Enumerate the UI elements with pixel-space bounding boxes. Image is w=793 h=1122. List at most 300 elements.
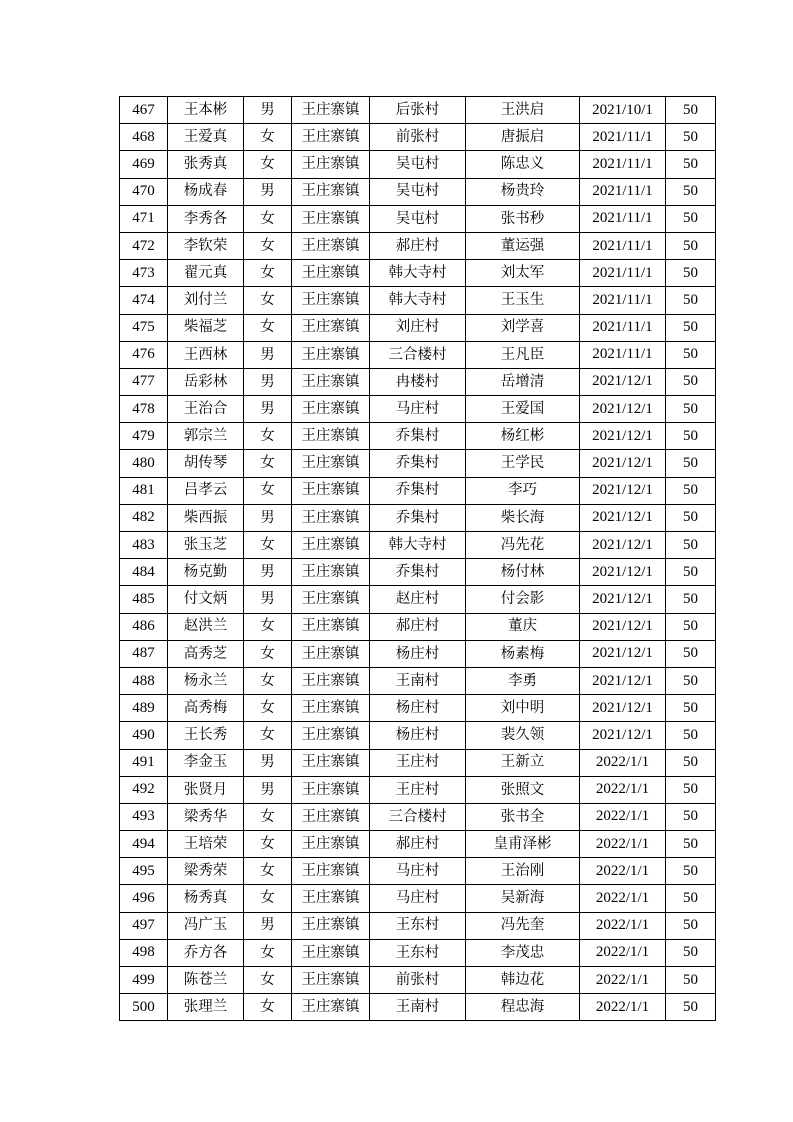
table-row [120,532,716,559]
village-cell: 三合楼村 [370,803,466,830]
village-cell: 郝庄村 [370,831,466,858]
date-cell: 2021/12/1 [580,586,666,613]
town-cell: 王庄寨镇 [292,341,370,368]
gender-cell: 男 [244,776,292,803]
name-cell: 王西林 [168,341,244,368]
name-cell: 胡传琴 [168,450,244,477]
amount-cell: 50 [666,151,716,178]
village-cell: 乔集村 [370,477,466,504]
gender-cell: 女 [244,205,292,232]
date-cell: 2022/1/1 [580,967,666,994]
gender-cell: 女 [244,667,292,694]
village-cell: 马庄村 [370,396,466,423]
village-cell: 王庄村 [370,776,466,803]
name-cell: 王治合 [168,396,244,423]
index-cell: 493 [120,803,168,830]
name-cell: 杨永兰 [168,667,244,694]
name-cell: 高秀梅 [168,695,244,722]
index-cell: 467 [120,97,168,124]
gender-cell: 男 [244,178,292,205]
index-cell: 491 [120,749,168,776]
table-row [120,885,716,912]
contact-cell: 刘学喜 [466,314,580,341]
table-row [120,722,716,749]
date-cell: 2021/11/1 [580,341,666,368]
amount-cell: 50 [666,396,716,423]
name-cell: 张玉芝 [168,532,244,559]
table-row [120,287,716,314]
town-cell: 王庄寨镇 [292,994,370,1021]
village-cell: 吴屯村 [370,205,466,232]
village-cell: 乔集村 [370,504,466,531]
amount-cell: 50 [666,178,716,205]
contact-cell: 杨红彬 [466,423,580,450]
town-cell: 王庄寨镇 [292,232,370,259]
amount-cell: 50 [666,613,716,640]
contact-cell: 岳增清 [466,368,580,395]
gender-cell: 女 [244,939,292,966]
village-cell: 杨庄村 [370,722,466,749]
village-cell: 韩大寺村 [370,260,466,287]
town-cell: 王庄寨镇 [292,314,370,341]
village-cell: 刘庄村 [370,314,466,341]
contact-cell: 王洪启 [466,97,580,124]
village-cell: 郝庄村 [370,232,466,259]
date-cell: 2022/1/1 [580,749,666,776]
date-cell: 2022/1/1 [580,803,666,830]
index-cell: 470 [120,178,168,205]
town-cell: 王庄寨镇 [292,695,370,722]
contact-cell: 韩边花 [466,967,580,994]
town-cell: 王庄寨镇 [292,749,370,776]
amount-cell: 50 [666,368,716,395]
contact-cell: 唐振启 [466,124,580,151]
village-cell: 冉楼村 [370,368,466,395]
index-cell: 482 [120,504,168,531]
index-cell: 497 [120,912,168,939]
amount-cell: 50 [666,341,716,368]
village-cell: 杨庄村 [370,695,466,722]
index-cell: 475 [120,314,168,341]
gender-cell: 女 [244,151,292,178]
date-cell: 2021/11/1 [580,260,666,287]
amount-cell: 50 [666,504,716,531]
name-cell: 柴西振 [168,504,244,531]
table-row [120,559,716,586]
town-cell: 王庄寨镇 [292,423,370,450]
contact-cell: 王治刚 [466,858,580,885]
gender-cell: 男 [244,396,292,423]
date-cell: 2021/12/1 [580,396,666,423]
roster-table [119,96,716,1021]
index-cell: 474 [120,287,168,314]
index-cell: 484 [120,559,168,586]
town-cell: 王庄寨镇 [292,368,370,395]
name-cell: 赵洪兰 [168,613,244,640]
contact-cell: 冯先花 [466,532,580,559]
table-row [120,314,716,341]
village-cell: 王庄村 [370,749,466,776]
town-cell: 王庄寨镇 [292,532,370,559]
index-cell: 498 [120,939,168,966]
amount-cell: 50 [666,287,716,314]
contact-cell: 王玉生 [466,287,580,314]
town-cell: 王庄寨镇 [292,967,370,994]
contact-cell: 付会影 [466,586,580,613]
gender-cell: 男 [244,559,292,586]
contact-cell: 王凡臣 [466,341,580,368]
date-cell: 2021/11/1 [580,205,666,232]
gender-cell: 男 [244,368,292,395]
name-cell: 王爱真 [168,124,244,151]
date-cell: 2022/1/1 [580,858,666,885]
contact-cell: 张照文 [466,776,580,803]
village-cell: 赵庄村 [370,586,466,613]
amount-cell: 50 [666,423,716,450]
index-cell: 479 [120,423,168,450]
amount-cell: 50 [666,97,716,124]
index-cell: 481 [120,477,168,504]
index-cell: 480 [120,450,168,477]
amount-cell: 50 [666,749,716,776]
amount-cell: 50 [666,722,716,749]
contact-cell: 刘太军 [466,260,580,287]
date-cell: 2021/12/1 [580,477,666,504]
table-row [120,667,716,694]
table-row [120,640,716,667]
contact-cell: 刘中明 [466,695,580,722]
town-cell: 王庄寨镇 [292,722,370,749]
gender-cell: 女 [244,722,292,749]
gender-cell: 男 [244,749,292,776]
amount-cell: 50 [666,559,716,586]
table-row [120,613,716,640]
gender-cell: 女 [244,803,292,830]
table-row [120,803,716,830]
name-cell: 杨克勤 [168,559,244,586]
contact-cell: 裴久领 [466,722,580,749]
village-cell: 马庄村 [370,885,466,912]
index-cell: 490 [120,722,168,749]
table-row [120,124,716,151]
name-cell: 冯广玉 [168,912,244,939]
date-cell: 2021/12/1 [580,722,666,749]
date-cell: 2022/1/1 [580,912,666,939]
index-cell: 485 [120,586,168,613]
amount-cell: 50 [666,260,716,287]
amount-cell: 50 [666,858,716,885]
village-cell: 王东村 [370,912,466,939]
name-cell: 吕孝云 [168,477,244,504]
amount-cell: 50 [666,314,716,341]
contact-cell: 李巧 [466,477,580,504]
contact-cell: 冯先奎 [466,912,580,939]
village-cell: 乔集村 [370,450,466,477]
amount-cell: 50 [666,205,716,232]
gender-cell: 男 [244,586,292,613]
name-cell: 翟元真 [168,260,244,287]
name-cell: 郭宗兰 [168,423,244,450]
contact-cell: 王爱国 [466,396,580,423]
village-cell: 吴屯村 [370,151,466,178]
gender-cell: 男 [244,341,292,368]
date-cell: 2021/12/1 [580,613,666,640]
village-cell: 韩大寺村 [370,532,466,559]
gender-cell: 女 [244,124,292,151]
amount-cell: 50 [666,912,716,939]
date-cell: 2021/11/1 [580,314,666,341]
amount-cell: 50 [666,232,716,259]
amount-cell: 50 [666,477,716,504]
date-cell: 2021/11/1 [580,151,666,178]
gender-cell: 女 [244,613,292,640]
town-cell: 王庄寨镇 [292,450,370,477]
date-cell: 2022/1/1 [580,885,666,912]
gender-cell: 女 [244,532,292,559]
gender-cell: 女 [244,287,292,314]
table-row [120,205,716,232]
town-cell: 王庄寨镇 [292,613,370,640]
village-cell: 王南村 [370,994,466,1021]
amount-cell: 50 [666,586,716,613]
name-cell: 杨成春 [168,178,244,205]
village-cell: 前张村 [370,124,466,151]
name-cell: 王培荣 [168,831,244,858]
index-cell: 478 [120,396,168,423]
gender-cell: 女 [244,423,292,450]
index-cell: 492 [120,776,168,803]
index-cell: 495 [120,858,168,885]
town-cell: 王庄寨镇 [292,504,370,531]
village-cell: 前张村 [370,967,466,994]
name-cell: 梁秀荣 [168,858,244,885]
amount-cell: 50 [666,967,716,994]
index-cell: 489 [120,695,168,722]
date-cell: 2021/12/1 [580,667,666,694]
name-cell: 李秀各 [168,205,244,232]
index-cell: 494 [120,831,168,858]
table-row [120,97,716,124]
gender-cell: 女 [244,314,292,341]
date-cell: 2021/12/1 [580,368,666,395]
date-cell: 2021/12/1 [580,450,666,477]
table-row [120,232,716,259]
table-row [120,423,716,450]
table-row [120,368,716,395]
contact-cell: 李茂忠 [466,939,580,966]
town-cell: 王庄寨镇 [292,831,370,858]
contact-cell: 吴新海 [466,885,580,912]
gender-cell: 女 [244,967,292,994]
town-cell: 王庄寨镇 [292,260,370,287]
amount-cell: 50 [666,695,716,722]
gender-cell: 女 [244,695,292,722]
index-cell: 488 [120,667,168,694]
amount-cell: 50 [666,776,716,803]
index-cell: 472 [120,232,168,259]
name-cell: 王本彬 [168,97,244,124]
contact-cell: 王学民 [466,450,580,477]
village-cell: 乔集村 [370,559,466,586]
date-cell: 2021/11/1 [580,178,666,205]
gender-cell: 女 [244,477,292,504]
index-cell: 499 [120,967,168,994]
contact-cell: 张书秒 [466,205,580,232]
date-cell: 2021/12/1 [580,640,666,667]
amount-cell: 50 [666,667,716,694]
table-row [120,260,716,287]
village-cell: 杨庄村 [370,640,466,667]
contact-cell: 杨素梅 [466,640,580,667]
village-cell: 韩大寺村 [370,287,466,314]
village-cell: 郝庄村 [370,613,466,640]
amount-cell: 50 [666,803,716,830]
name-cell: 张理兰 [168,994,244,1021]
index-cell: 468 [120,124,168,151]
date-cell: 2021/12/1 [580,423,666,450]
town-cell: 王庄寨镇 [292,667,370,694]
date-cell: 2021/11/1 [580,124,666,151]
table-row [120,477,716,504]
contact-cell: 程忠海 [466,994,580,1021]
town-cell: 王庄寨镇 [292,477,370,504]
table-row [120,912,716,939]
town-cell: 王庄寨镇 [292,939,370,966]
gender-cell: 女 [244,260,292,287]
date-cell: 2021/12/1 [580,532,666,559]
name-cell: 梁秀华 [168,803,244,830]
table-row [120,695,716,722]
contact-cell: 董庆 [466,613,580,640]
table-row [120,939,716,966]
name-cell: 刘付兰 [168,287,244,314]
roster-body [120,97,716,1021]
amount-cell: 50 [666,450,716,477]
town-cell: 王庄寨镇 [292,586,370,613]
town-cell: 王庄寨镇 [292,124,370,151]
town-cell: 王庄寨镇 [292,151,370,178]
town-cell: 王庄寨镇 [292,640,370,667]
date-cell: 2021/12/1 [580,559,666,586]
table-row [120,776,716,803]
table-row [120,151,716,178]
date-cell: 2022/1/1 [580,776,666,803]
amount-cell: 50 [666,885,716,912]
town-cell: 王庄寨镇 [292,287,370,314]
contact-cell: 柴长海 [466,504,580,531]
table-row [120,749,716,776]
town-cell: 王庄寨镇 [292,97,370,124]
date-cell: 2021/10/1 [580,97,666,124]
table-row [120,967,716,994]
table-row [120,994,716,1021]
town-cell: 王庄寨镇 [292,178,370,205]
town-cell: 王庄寨镇 [292,776,370,803]
village-cell: 乔集村 [370,423,466,450]
town-cell: 王庄寨镇 [292,396,370,423]
name-cell: 杨秀真 [168,885,244,912]
contact-cell: 杨贵玲 [466,178,580,205]
name-cell: 李金玉 [168,749,244,776]
index-cell: 483 [120,532,168,559]
gender-cell: 男 [244,504,292,531]
table-row [120,178,716,205]
name-cell: 张贤月 [168,776,244,803]
index-cell: 500 [120,994,168,1021]
table-row [120,858,716,885]
index-cell: 487 [120,640,168,667]
amount-cell: 50 [666,994,716,1021]
town-cell: 王庄寨镇 [292,912,370,939]
table-row [120,396,716,423]
town-cell: 王庄寨镇 [292,559,370,586]
name-cell: 陈苍兰 [168,967,244,994]
contact-cell: 杨付林 [466,559,580,586]
town-cell: 王庄寨镇 [292,885,370,912]
table-row [120,341,716,368]
amount-cell: 50 [666,939,716,966]
village-cell: 马庄村 [370,858,466,885]
gender-cell: 女 [244,994,292,1021]
date-cell: 2022/1/1 [580,939,666,966]
village-cell: 三合楼村 [370,341,466,368]
index-cell: 469 [120,151,168,178]
name-cell: 高秀芝 [168,640,244,667]
index-cell: 473 [120,260,168,287]
contact-cell: 李勇 [466,667,580,694]
amount-cell: 50 [666,124,716,151]
index-cell: 486 [120,613,168,640]
table-row [120,586,716,613]
date-cell: 2021/12/1 [580,695,666,722]
table-row [120,831,716,858]
name-cell: 王长秀 [168,722,244,749]
name-cell: 张秀真 [168,151,244,178]
village-cell: 王南村 [370,667,466,694]
gender-cell: 男 [244,912,292,939]
name-cell: 李钦荣 [168,232,244,259]
table-row [120,504,716,531]
village-cell: 王东村 [370,939,466,966]
contact-cell: 董运强 [466,232,580,259]
contact-cell: 张书全 [466,803,580,830]
contact-cell: 皇甫泽彬 [466,831,580,858]
name-cell: 柴福芝 [168,314,244,341]
gender-cell: 女 [244,858,292,885]
town-cell: 王庄寨镇 [292,205,370,232]
gender-cell: 女 [244,232,292,259]
index-cell: 471 [120,205,168,232]
index-cell: 477 [120,368,168,395]
date-cell: 2021/11/1 [580,232,666,259]
gender-cell: 女 [244,831,292,858]
town-cell: 王庄寨镇 [292,803,370,830]
contact-cell: 陈忠义 [466,151,580,178]
date-cell: 2022/1/1 [580,831,666,858]
amount-cell: 50 [666,532,716,559]
village-cell: 吴屯村 [370,178,466,205]
amount-cell: 50 [666,831,716,858]
date-cell: 2021/11/1 [580,287,666,314]
name-cell: 乔方各 [168,939,244,966]
gender-cell: 男 [244,97,292,124]
gender-cell: 女 [244,640,292,667]
contact-cell: 王新立 [466,749,580,776]
town-cell: 王庄寨镇 [292,858,370,885]
name-cell: 岳彩林 [168,368,244,395]
index-cell: 496 [120,885,168,912]
village-cell: 后张村 [370,97,466,124]
